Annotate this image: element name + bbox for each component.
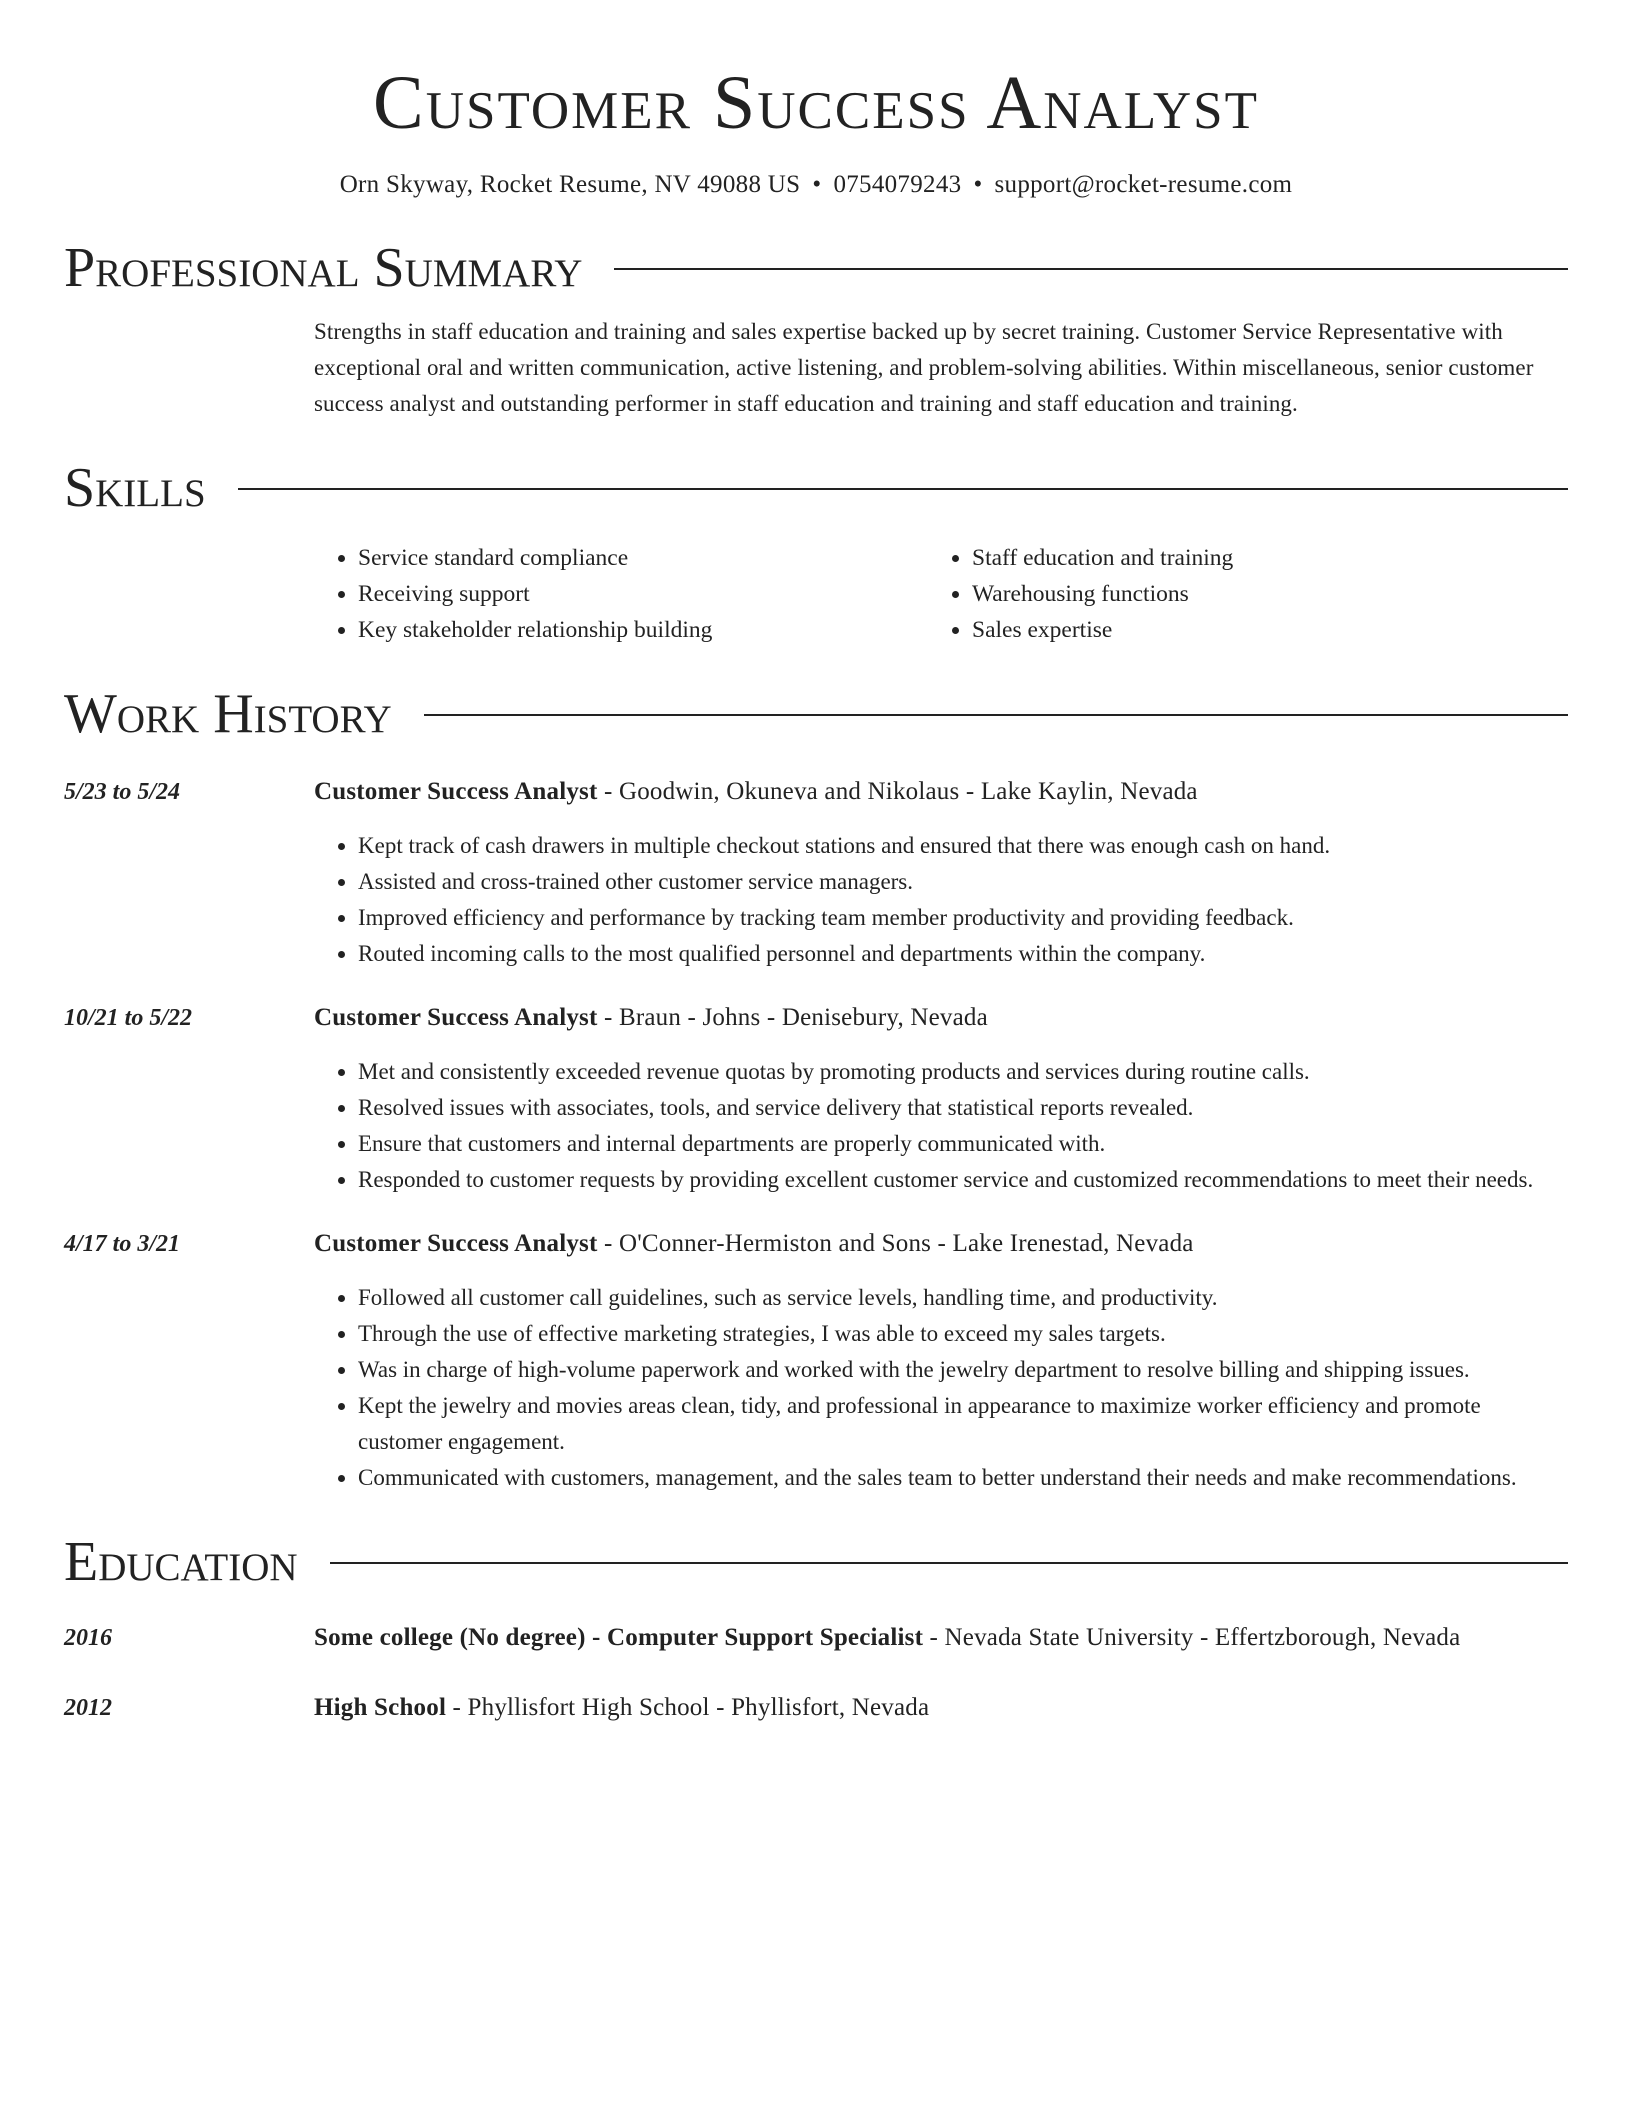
section-title-summary: Professional Summary [64,237,583,299]
contact-separator: • [973,171,983,198]
skill-item: • Service standard compliance [358,540,928,576]
job-entry [64,1000,1568,1198]
section-divider [330,1562,1568,1564]
job-role: Customer Success Analyst [314,1004,598,1031]
section-divider [614,268,1568,270]
section-title-education: Education [64,1531,298,1593]
job-date: 4/17 to 3/21 [64,1231,181,1257]
skills-column-right [928,540,1542,648]
education-entry [64,1690,1568,1726]
job-bullets [314,828,1568,972]
education-section-header [64,1530,1568,1594]
contact-email: support@rocket-resume.com [994,171,1293,198]
job-bullet: • Was in charge of high-volume paperwork and worked with the jewelry department to resolve billing and shipping issues. [358,1352,1568,1388]
skill-item: • Receiving support [358,576,928,612]
education-entry [64,1620,1568,1656]
education-line [314,1620,1460,1656]
skill-item: • Key stakeholder relationship building [358,612,928,648]
section-divider [424,714,1568,716]
section-title-work: Work History [64,683,392,745]
skill-item: • Warehousing functions [972,576,1542,612]
job-title-line [314,774,1568,810]
education-year: 2016 [64,1625,112,1651]
job-role: Customer Success Analyst [314,778,598,805]
job-bullet: • Followed all customer call guidelines, such as service levels, handling time, and productivity. [358,1280,1568,1316]
education-school: - Phyllisfort High School - Phyllisfort, Nevada [446,1694,930,1721]
summary-section-header [64,236,1568,300]
section-title-skills: Skills [64,457,206,519]
section-divider [238,488,1568,490]
job-body [314,774,1568,972]
job-bullet: • Ensure that customers and internal departments are properly communicated with. [358,1126,1568,1162]
education-degree: Some college (No degree) - Computer Support Specialist [314,1624,924,1651]
job-bullets [314,1054,1568,1198]
job-date: 5/23 to 5/24 [64,779,181,805]
job-bullet: • Kept track of cash drawers in multiple checkout stations and ensured that there was enough cash on hand. [358,828,1568,864]
summary-text: Strengths in staff education and training and sales expertise backed up by secret training. Customer Service Representative with exceptional oral and written communication, active listening, and problem-solving abilities. Within miscellaneous, senior customer success analyst and outstanding performer in staff education and training and staff education and training. [314,319,1534,416]
job-bullet: • Communicated with customers, management, and the sales team to better understand their needs and make recommendations. [358,1460,1568,1496]
contact-separator: • [812,171,822,198]
job-title-line [314,1000,1568,1036]
job-role: Customer Success Analyst [314,1230,598,1257]
job-bullets [314,1280,1568,1496]
job-date: 10/21 to 5/22 [64,1005,193,1031]
job-bullet: • Resolved issues with associates, tools, and service delivery that statistical reports revealed. [358,1090,1568,1126]
education-school: - Nevada State University - Effertzborough, Nevada [923,1624,1461,1651]
job-bullet: • Improved efficiency and performance by tracking team member productivity and providing feedback. [358,900,1568,936]
job-bullet: • Responded to customer requests by providing excellent customer service and customized recommendations to meet their needs. [358,1162,1568,1198]
work-section-header [64,682,1568,746]
education-degree: High School [314,1694,447,1721]
skills-column-left [314,540,928,648]
resume-name: Customer Success Analyst [373,61,1259,145]
skills-list [314,540,1568,648]
contact-phone: 0754079243 [833,171,962,198]
job-employer: - O'Conner-Hermiston and Sons - Lake Irenestad, Nevada [597,1230,1194,1257]
job-bullet: • Through the use of effective marketing strategies, I was able to exceed my sales targets. [358,1316,1568,1352]
contact-line [64,168,1568,202]
job-bullet: • Assisted and cross-trained other customer service managers. [358,864,1568,900]
education-line [314,1690,929,1726]
job-entry [64,1226,1568,1496]
contact-address: Orn Skyway, Rocket Resume, NV 49088 US [339,171,801,198]
job-bullet: • Met and consistently exceeded revenue quotas by promoting products and services during routine calls. [358,1054,1568,1090]
skills-section-header [64,456,1568,520]
skill-item: • Sales expertise [972,612,1542,648]
education-year: 2012 [64,1695,112,1721]
job-bullet: • Routed incoming calls to the most qualified personnel and departments within the company. [358,936,1568,972]
skill-item: • Staff education and training [972,540,1542,576]
job-bullet: • Kept the jewelry and movies areas clean, tidy, and professional in appearance to maximize worker efficiency and promote customer engagement. [358,1388,1568,1460]
job-employer: - Braun - Johns - Denisebury, Nevada [597,1004,988,1031]
job-entry [64,774,1568,972]
job-title-line [314,1226,1568,1262]
job-employer: - Goodwin, Okuneva and Nikolaus - Lake Kaylin, Nevada [597,778,1198,805]
job-body [314,1000,1568,1198]
job-body [314,1226,1568,1496]
